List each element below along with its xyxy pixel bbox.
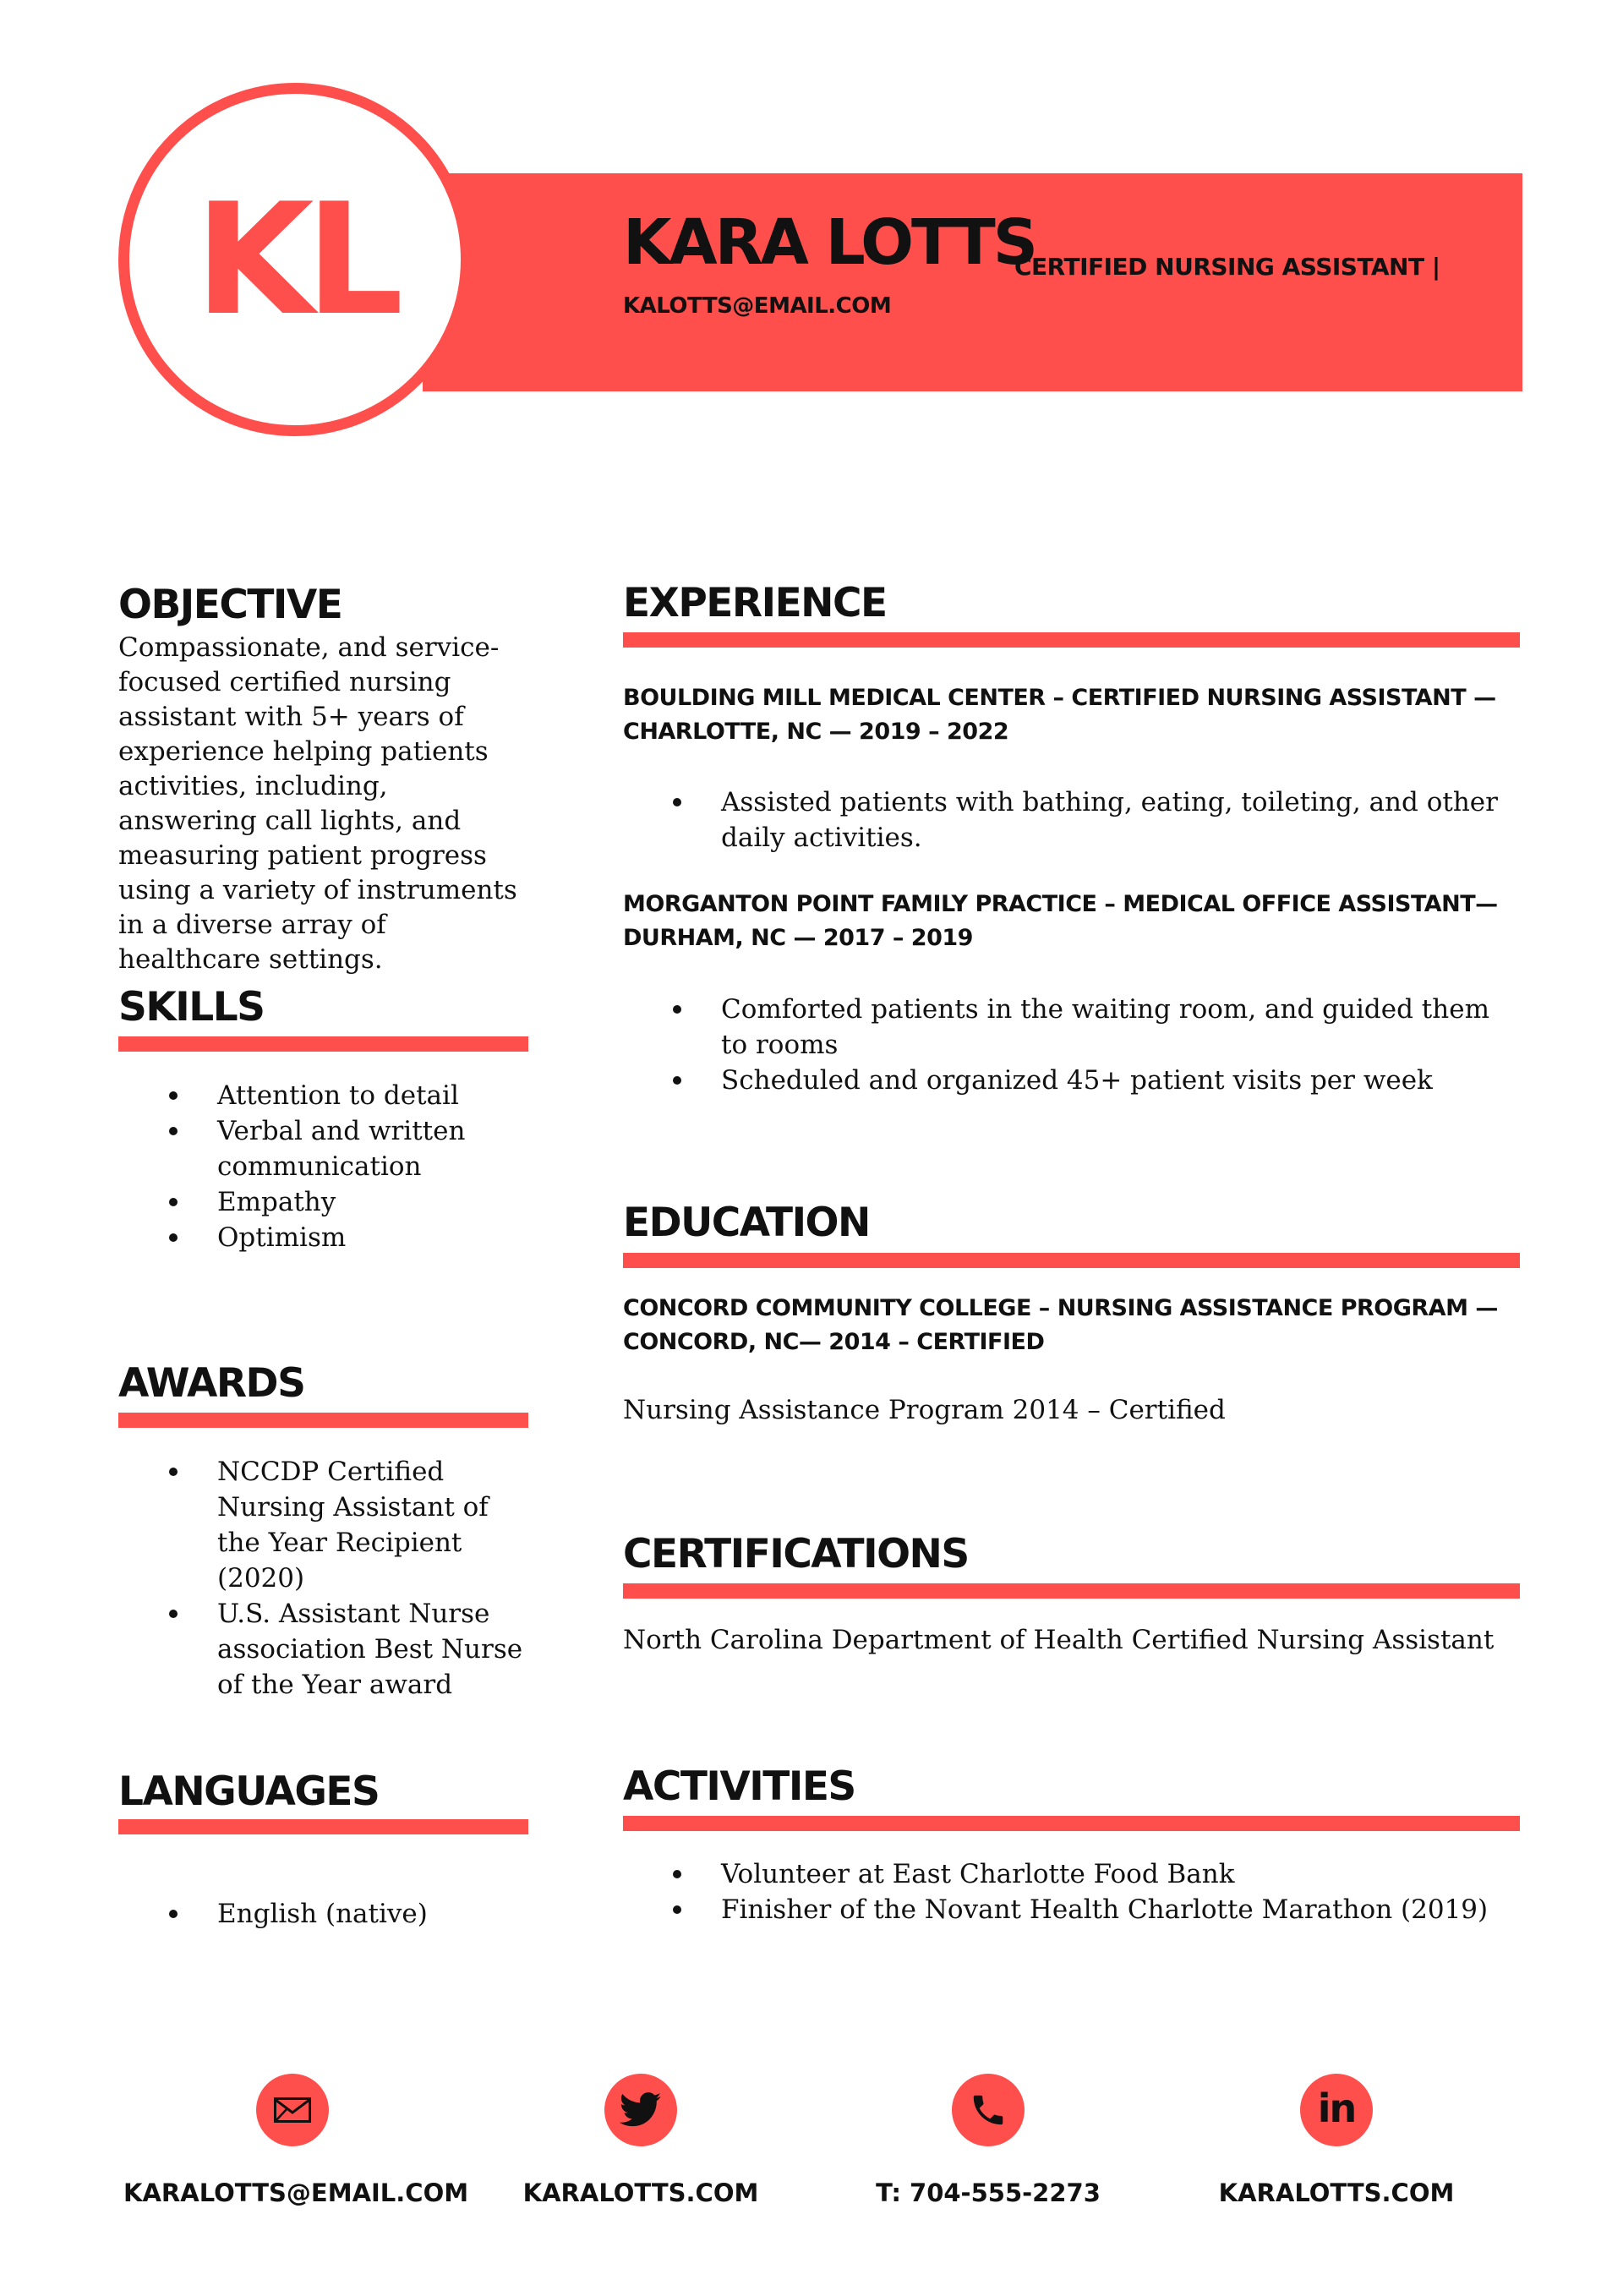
list-item: Empathy	[217, 1184, 538, 1220]
list-item: Volunteer at East Charlotte Food Bank	[721, 1856, 1516, 1892]
education-school: CONCORD COMMUNITY COLLEGE – NURSING ASSISTANCE PROGRAM — CONCORD, NC— 2014 – CERTIFIED	[623, 1295, 1498, 1355]
list-item: Finisher of the Novant Health Charlotte Marathon (2019)	[721, 1892, 1516, 1927]
activities-divider	[623, 1816, 1520, 1831]
list-item: Verbal and written communication	[217, 1113, 538, 1184]
activities-list	[721, 1856, 1516, 1927]
certifications-text: North Carolina Department of Health Certified Nursing Assistant	[623, 1625, 1495, 1655]
list-item: Attention to detail	[217, 1078, 538, 1113]
certifications-divider	[623, 1583, 1520, 1599]
header-email[interactable]: KALOTTS@EMAIL.COM	[623, 293, 892, 319]
footer-linkedin[interactable]: KARALOTTS.COM	[1218, 2178, 1455, 2207]
footer-twitter[interactable]: KARALOTTS.COM	[522, 2178, 759, 2207]
experience-heading: EXPERIENCE	[623, 580, 887, 626]
phone-icon[interactable]	[952, 2074, 1025, 2146]
envelope-icon[interactable]	[256, 2074, 329, 2146]
footer-email[interactable]: KARALOTTS@EMAIL.COM	[123, 2178, 469, 2207]
languages-heading: LANGUAGES	[118, 1768, 380, 1815]
job-title-2: MORGANTON POINT FAMILY PRACTICE – MEDICAL OFFICE ASSISTANT— DURHAM, NC — 2017 – 2019	[623, 891, 1498, 951]
list-item: Comforted patients in the waiting room, and guided them to rooms	[721, 992, 1516, 1063]
list-item: English (native)	[217, 1896, 530, 1932]
languages-list	[217, 1896, 530, 1932]
job-1-bullets	[721, 784, 1516, 856]
awards-divider	[118, 1413, 528, 1428]
linkedin-icon[interactable]	[1300, 2074, 1373, 2146]
job-title-1: BOULDING MILL MEDICAL CENTER – CERTIFIED NURSING ASSISTANT — CHARLOTTE, NC — 2019 – 2022	[623, 685, 1496, 745]
awards-list	[217, 1454, 530, 1703]
objective-text: Compassionate, and service-focused certified nursing assistant with 5+ years of experience helping patients activities, including, answering call lights, and measuring patient progress using a variety of instruments in a diverse array of healthcare settings.	[118, 632, 517, 975]
monogram-initials: KL	[194, 170, 396, 349]
skills-heading: SKILLS	[118, 984, 265, 1030]
twitter-icon[interactable]	[604, 2074, 677, 2146]
education-divider	[623, 1253, 1520, 1268]
education-heading: EDUCATION	[623, 1200, 870, 1246]
linkedin-glyph: in	[1317, 2086, 1356, 2131]
list-item: U.S. Assistant Nurse association Best Nurse of the Year award	[217, 1596, 530, 1703]
awards-heading: AWARDS	[118, 1360, 305, 1407]
list-item: Optimism	[217, 1220, 538, 1255]
experience-divider	[623, 632, 1520, 648]
certifications-heading: CERTIFICATIONS	[623, 1531, 969, 1577]
list-item: NCCDP Certified Nursing Assistant of the Year Recipient (2020)	[217, 1454, 530, 1596]
skills-list	[217, 1078, 538, 1255]
education-text: Nursing Assistance Program 2014 – Certified	[623, 1395, 1226, 1425]
list-item: Scheduled and organized 45+ patient visits per week	[721, 1063, 1516, 1098]
job-2-bullets	[721, 992, 1516, 1098]
candidate-name: KARA LOTTS	[623, 206, 1036, 279]
job-title: CERTIFIED NURSING ASSISTANT |	[1014, 253, 1440, 281]
skills-divider	[118, 1036, 528, 1052]
objective-heading: OBJECTIVE	[118, 582, 342, 628]
languages-divider	[118, 1819, 528, 1834]
activities-heading: ACTIVITIES	[623, 1763, 855, 1810]
footer-phone[interactable]: T: 704-555-2273	[876, 2178, 1101, 2207]
list-item: Assisted patients with bathing, eating, toileting, and other daily activities.	[721, 784, 1516, 856]
